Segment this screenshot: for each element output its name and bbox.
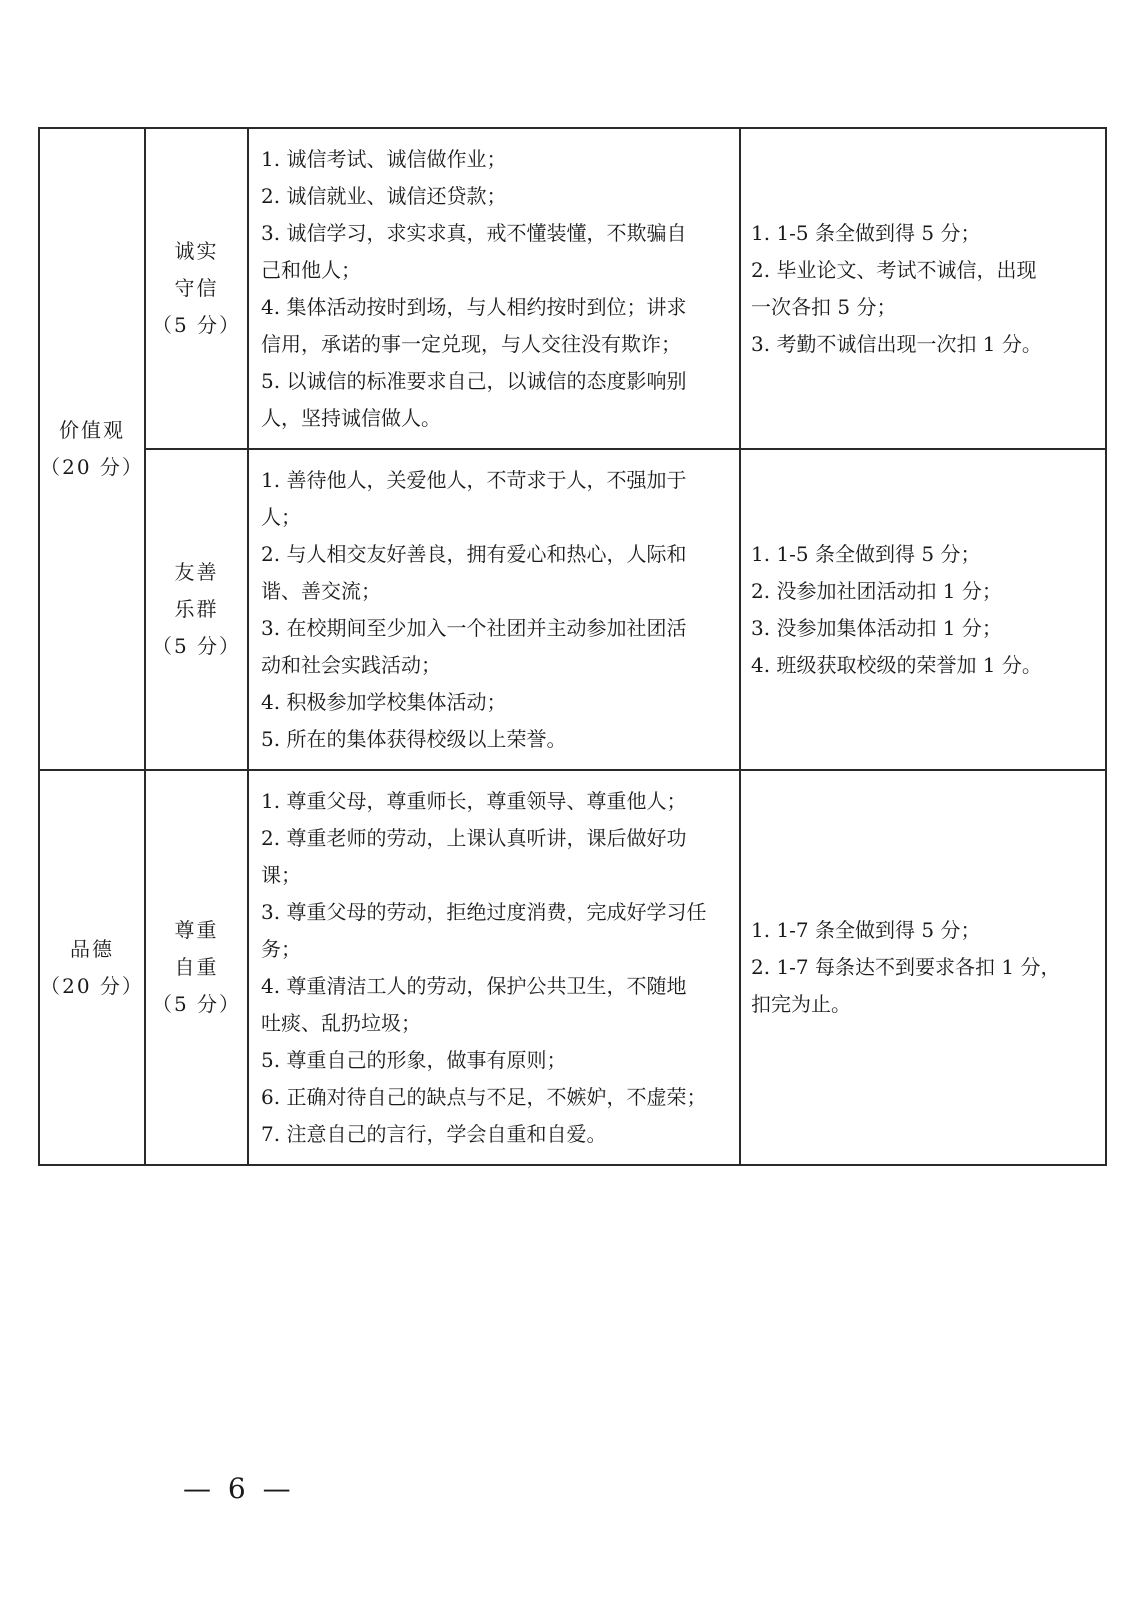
- scoring-line: 2. 毕业论文、考试不诚信，出现: [751, 257, 1037, 282]
- scoring-cell: [740, 449, 1106, 770]
- requirement-line: 3. 在校期间至少加入一个社团并主动参加社团活: [261, 615, 687, 640]
- requirement-line: 5. 所在的集体获得校级以上荣誉。: [261, 726, 567, 751]
- requirement-line: 人；: [261, 504, 301, 529]
- requirement-line: 4. 尊重清洁工人的劳动，保护公共卫生，不随地: [261, 973, 687, 998]
- requirement-line: 5. 以诚信的标准要求自己，以诚信的态度影响别: [261, 368, 687, 393]
- scoring-line: 1. 1-5 条全做到得 5 分；: [751, 541, 981, 566]
- requirement-line: 务；: [261, 936, 301, 961]
- category-points: （20 分）: [40, 455, 144, 479]
- scoring-line: 4. 班级获取校级的荣誉加 1 分。: [751, 652, 1042, 677]
- scoring-cell: [740, 770, 1106, 1165]
- requirement-line: 动和社会实践活动；: [261, 652, 441, 677]
- requirement-line: 课；: [261, 862, 301, 887]
- requirements-cell: [248, 128, 740, 449]
- table-row: [39, 770, 1106, 1165]
- requirement-line: 4. 积极参加学校集体活动；: [261, 689, 507, 714]
- requirements-cell: [248, 449, 740, 770]
- scoring-line: 2. 没参加社团活动扣 1 分；: [751, 578, 1002, 603]
- requirement-line: 3. 诚信学习，求实求真，戒不懂装懂，不欺骗自: [261, 220, 687, 245]
- requirement-line: 1. 诚信考试、诚信做作业；: [261, 146, 507, 171]
- requirement-line: 己和他人；: [261, 257, 361, 282]
- requirement-line: 谐、善交流；: [261, 578, 381, 603]
- scoring-line: 2. 1-7 每条达不到要求各扣 1 分，: [751, 955, 1061, 979]
- requirement-line: 1. 善待他人，关爱他人，不苛求于人，不强加于: [261, 467, 687, 492]
- requirement-line: 吐痰、乱扔垃圾；: [261, 1010, 421, 1035]
- table-row: [39, 128, 1106, 449]
- subcategory-name-line2: 自重: [174, 955, 219, 979]
- subcategory-points: （5 分）: [151, 313, 242, 337]
- requirement-line: 2. 诚信就业、诚信还贷款；: [261, 183, 507, 208]
- category-cell: [39, 770, 145, 1165]
- table-row: [39, 449, 1106, 770]
- scoring-line: 1. 1-7 条全做到得 5 分；: [751, 918, 981, 942]
- requirement-line: 信用，承诺的事一定兑现，与人交往没有欺诈；: [261, 331, 681, 356]
- evaluation-table: [38, 127, 1107, 1166]
- subcategory-points: （5 分）: [151, 992, 242, 1016]
- subcategory-cell: [145, 770, 248, 1165]
- subcategory-name-line2: 守信: [174, 276, 219, 300]
- requirement-line: 5. 尊重自己的形象，做事有原则；: [261, 1047, 567, 1072]
- requirement-line: 7. 注意自己的言行，学会自重和自爱。: [261, 1121, 607, 1146]
- subcategory-cell: [145, 449, 248, 770]
- category-points: （20 分）: [40, 973, 144, 998]
- scoring-line: 扣完为止。: [751, 992, 851, 1016]
- scoring-cell: [740, 128, 1106, 449]
- requirement-line: 1. 尊重父母，尊重师长，尊重领导、尊重他人；: [261, 788, 687, 813]
- subcategory-name-line1: 尊重: [174, 918, 219, 942]
- requirements-cell: [248, 770, 740, 1165]
- subcategory-points: （5 分）: [151, 634, 242, 658]
- scoring-line: 3. 没参加集体活动扣 1 分；: [751, 615, 1002, 640]
- scoring-line: 3. 考勤不诚信出现一次扣 1 分。: [751, 331, 1042, 356]
- subcategory-name-line1: 诚实: [174, 239, 219, 263]
- page-number: — 6 —: [183, 1472, 295, 1505]
- subcategory-name-line2: 乐群: [174, 597, 219, 621]
- requirement-line: 4. 集体活动按时到场，与人相约按时到位；讲求: [261, 294, 687, 319]
- category-cell: [39, 128, 145, 770]
- requirement-line: 6. 正确对待自己的缺点与不足，不嫉妒，不虚荣；: [261, 1084, 707, 1109]
- category-name: 品德: [70, 936, 114, 961]
- scoring-line: 一次各扣 5 分；: [751, 294, 897, 319]
- requirement-line: 3. 尊重父母的劳动，拒绝过度消费，完成好学习任: [261, 899, 707, 924]
- requirement-line: 2. 尊重老师的劳动，上课认真听讲，课后做好功: [261, 825, 687, 850]
- scoring-line: 1. 1-5 条全做到得 5 分；: [751, 220, 981, 245]
- subcategory-name-line1: 友善: [174, 560, 219, 584]
- requirement-line: 人，坚持诚信做人。: [261, 405, 441, 430]
- category-name: 价值观: [59, 418, 125, 442]
- requirement-line: 2. 与人相交友好善良，拥有爱心和热心，人际和: [261, 541, 687, 566]
- subcategory-cell: [145, 128, 248, 449]
